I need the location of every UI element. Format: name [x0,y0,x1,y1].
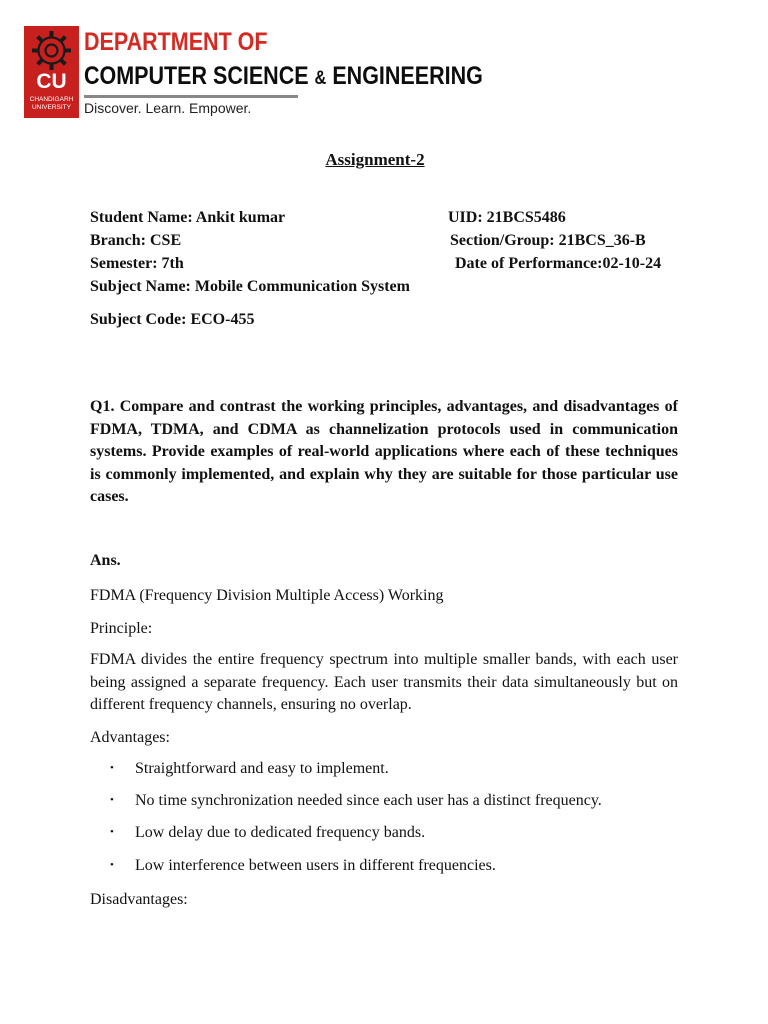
assignment-title: Assignment-2 [325,150,425,169]
logo-cu-text: CU [36,70,67,93]
logo-subtext-line1: CHANDIGARH [29,96,74,103]
fdma-heading: FDMA (Frequency Division Multiple Access) Working [90,587,444,604]
logo-subtext-line2: UNIVERSITY [31,104,71,111]
disadvantages-label: Disadvantages: [90,891,188,908]
university-logo [24,26,79,118]
tagline: Discover. Learn. Empower. [84,100,252,116]
date-of-performance: Date of Performance:02-10-24 [455,255,662,272]
department-header [24,26,483,120]
list-item [110,760,389,778]
subject-name: Subject Name: Mobile Communication System [90,278,410,295]
header-divider [84,95,298,98]
advantage-text: Low interference between users in different frequencies. [135,857,496,874]
principle-text: FDMA divides the entire frequency spectrum into multiple smaller bands, with each user being assigned a separate frequency. Each user transmits their data simultaneously but on different frequency channels, ensuring no overlap. [90,651,678,713]
bullet-icon: • [110,826,114,838]
list-item [110,824,425,842]
principle-label: Principle: [90,620,153,637]
list-item [110,792,602,810]
semester: Semester: 7th [90,255,184,272]
question-1: Q1. Compare and contrast the working principles, advantages, and disadvantages of FDMA, TDMA, and CDMA as channelization protocols used in communication systems. Provide examples of real-world applications where each of these techniques is commonly implemented, and explain why they are suitable for those particular use cases. [90,398,678,505]
logo-university-text [24,96,79,112]
bullet-icon: • [110,859,114,871]
department-title-line1: DEPARTMENT OF [84,28,268,56]
dept-line2-part1: COMPUTER SCIENCE [84,62,315,90]
gear-emblem-icon [30,29,73,72]
dept-line2-amp: & [314,68,327,89]
dept-line2-part2: ENGINEERING [326,62,483,90]
advantage-text: Low delay due to dedicated frequency bands. [135,824,426,841]
advantage-text: No time synchronization needed since each user has a distinct frequency. [135,792,602,809]
section-group: Section/Group: 21BCS_36-B [450,232,646,249]
list-item [110,857,496,875]
subject-code: Subject Code: ECO-455 [90,311,255,328]
student-uid: UID: 21BCS5486 [448,209,566,226]
bullet-icon: • [110,794,114,806]
answer-label: Ans. [90,552,121,569]
advantage-text: Straightforward and easy to implement. [135,760,389,777]
bullet-icon: • [110,762,114,774]
student-name: Student Name: Ankit kumar [90,209,286,226]
department-title-line2 [84,62,483,91]
advantages-label: Advantages: [90,729,170,746]
branch: Branch: CSE [90,232,182,249]
